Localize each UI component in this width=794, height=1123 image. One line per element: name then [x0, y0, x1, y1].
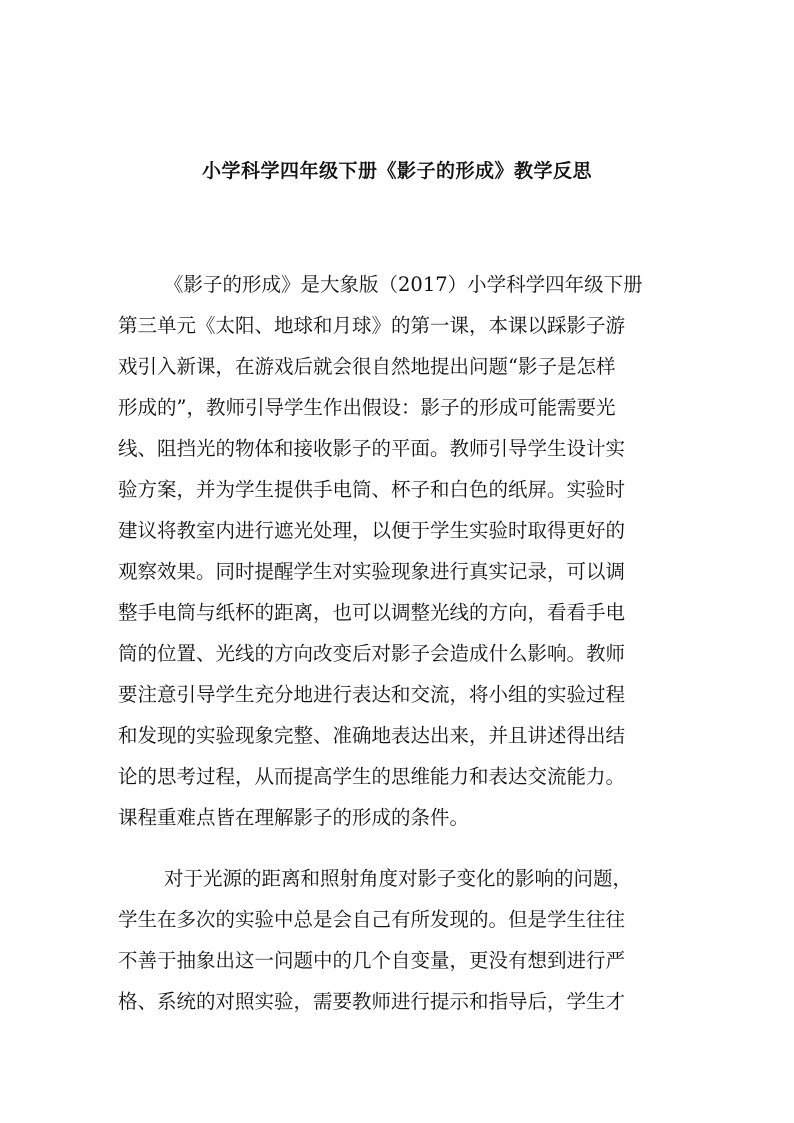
paragraph-2: [118, 858, 688, 1022]
text-line: 建议将教室内进行遮光处理，以便于学生实验时取得更好的: [118, 519, 626, 542]
text-line: 验方案，并为学生提供手电筒、杯子和白色的纸屏。实验时: [118, 478, 626, 501]
text-line: 论的思考过程，从而提高学生的思维能力和表达交流能力。: [118, 765, 626, 788]
text-line: 线、阻挡光的物体和接收影子的平面。教师引导学生设计实: [118, 437, 626, 460]
text-line: 筒的位置、光线的方向改变后对影子会造成什么影响。教师: [118, 642, 626, 665]
text-line: 对于光源的距离和照射角度对影子变化的影响的问题，: [164, 867, 633, 890]
text-line: 格、系统的对照实验，需要教师进行提示和指导后，学生才: [118, 990, 626, 1013]
document-title: 小学科学四年级下册《影子的形成》教学反思: [201, 160, 592, 182]
paragraph-1: [118, 264, 688, 838]
text-line: 《影子的形成》是大象版（2017）小学科学四年级下册: [164, 273, 643, 296]
text-line: 观察效果。同时提醒学生对实验现象进行真实记录，可以调: [118, 560, 626, 583]
text-line: 戏引入新课，在游戏后就会很自然地提出问题“影子是怎样: [118, 355, 616, 378]
text-line: 整手电筒与纸杯的距离，也可以调整光线的方向，看看手电: [118, 601, 626, 624]
text-line: 学生在多次的实验中总是会自己有所发现的。但是学生往往: [118, 908, 626, 931]
text-line: 要注意引导学生充分地进行表达和交流，将小组的实验过程: [118, 683, 626, 706]
text-line: 形成的”，教师引导学生作出假设：影子的形成可能需要光: [118, 396, 616, 419]
text-line: 课程重难点皆在理解影子的形成的条件。: [118, 806, 470, 829]
text-line: 和发现的实验现象完整、准确地表达出来，并且讲述得出结: [118, 724, 626, 747]
text-line: 第三单元《太阳、地球和月球》的第一课，本课以踩影子游: [118, 314, 626, 337]
text-line: 不善于抽象出这一问题中的几个自变量，更没有想到进行严: [118, 949, 626, 972]
